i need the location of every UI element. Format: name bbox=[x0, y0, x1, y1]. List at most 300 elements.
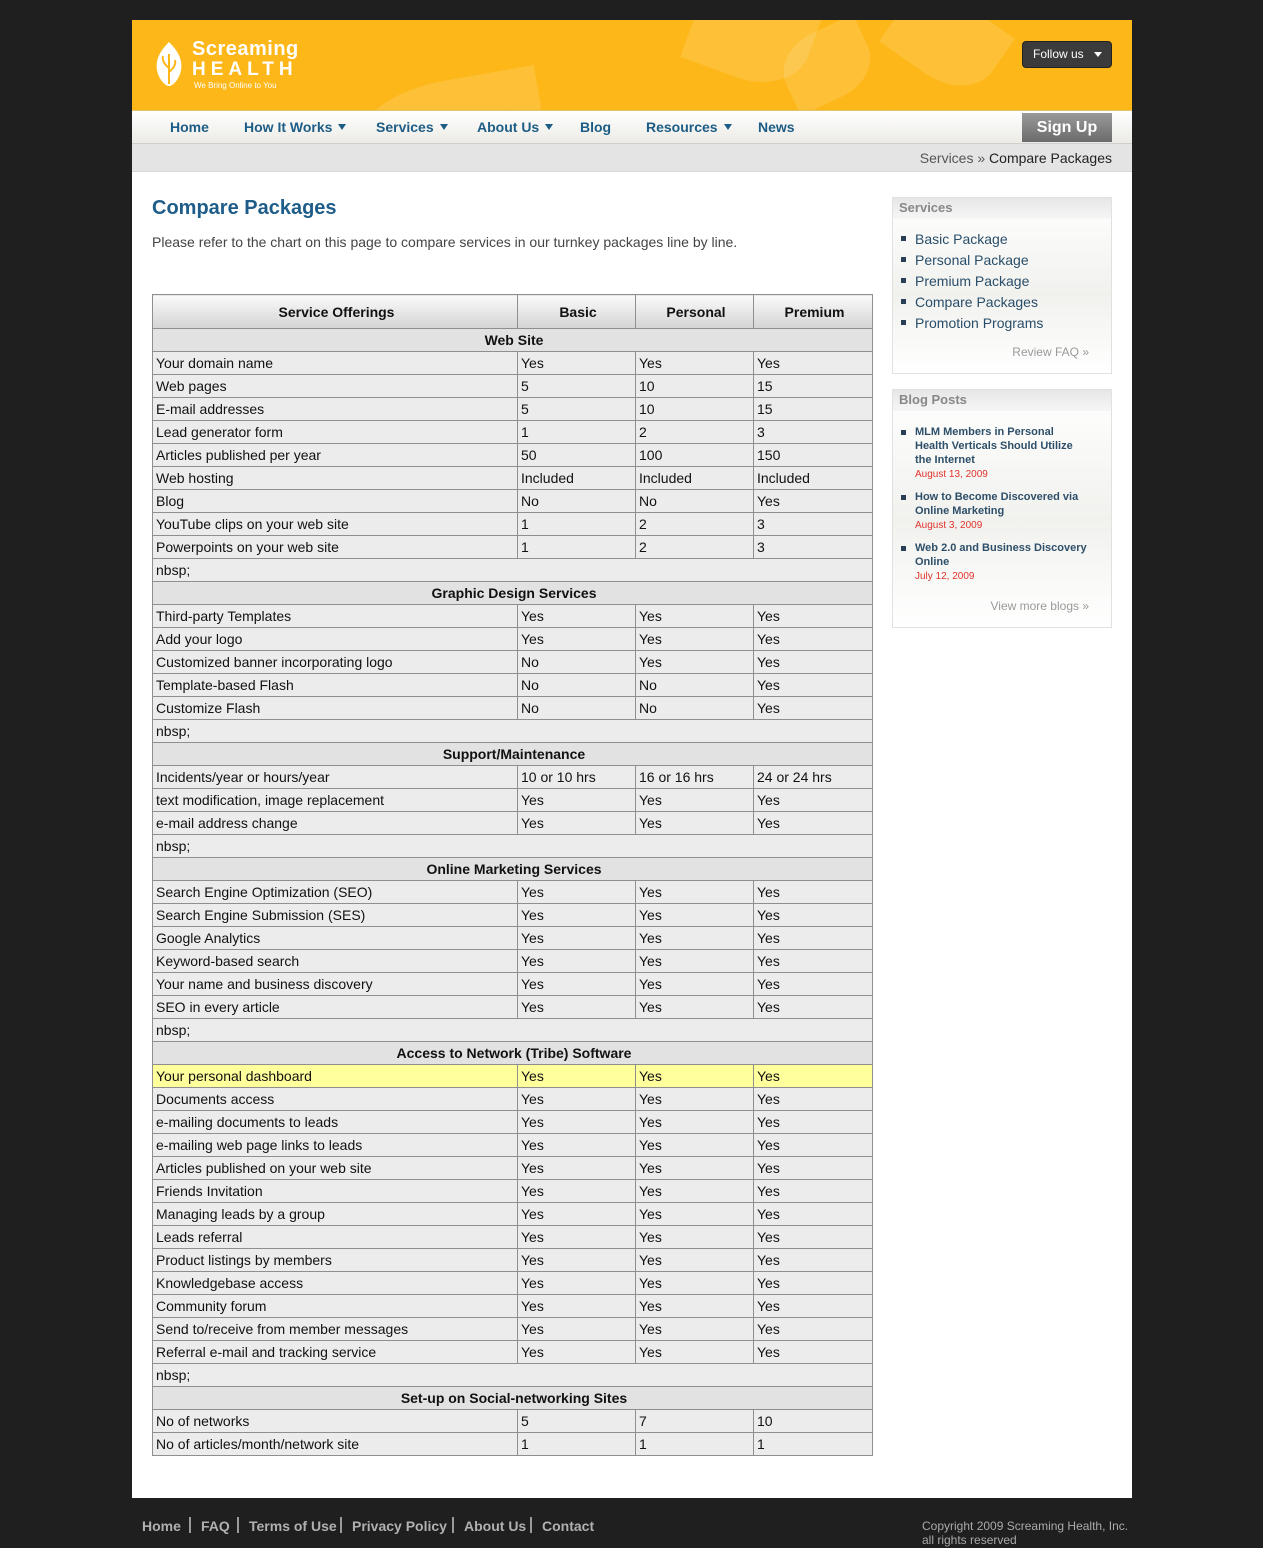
blog-posts-list bbox=[893, 411, 1111, 585]
services-link-label: Premium Package bbox=[915, 273, 1030, 289]
header-decoration bbox=[356, 65, 547, 110]
spacer-row bbox=[153, 835, 873, 858]
services-link-label: Compare Packages bbox=[915, 294, 1038, 310]
footer bbox=[132, 1498, 1132, 1548]
package-value-cell: 2 bbox=[636, 513, 754, 536]
follow-us-label: Follow us bbox=[1033, 47, 1084, 61]
package-value-cell: Yes bbox=[636, 812, 754, 835]
spacer-cell: nbsp; bbox=[153, 1364, 873, 1387]
caret-down-icon bbox=[1094, 52, 1102, 57]
package-value-cell: 1 bbox=[754, 1433, 873, 1456]
nav-item-label: How It Works bbox=[244, 119, 333, 135]
service-name-cell: Blog bbox=[153, 490, 518, 513]
service-name-cell: Powerpoints on your web site bbox=[153, 536, 518, 559]
package-value-cell: Yes bbox=[754, 973, 873, 996]
package-value-cell: Yes bbox=[636, 789, 754, 812]
table-row bbox=[153, 352, 873, 375]
package-value-cell: No bbox=[636, 490, 754, 513]
table-row bbox=[153, 1272, 873, 1295]
section-title: Online Marketing Services bbox=[153, 858, 873, 881]
column-header: Basic bbox=[518, 295, 636, 329]
service-name-cell: Managing leads by a group bbox=[153, 1203, 518, 1226]
package-value-cell: Yes bbox=[754, 927, 873, 950]
package-value-cell: 16 or 16 hrs bbox=[636, 766, 754, 789]
package-value-cell: Yes bbox=[636, 950, 754, 973]
blog-post-title[interactable]: How to Become Discovered via Online Marketing bbox=[915, 491, 1079, 517]
package-value-cell: Yes bbox=[636, 352, 754, 375]
package-value-cell: Yes bbox=[754, 605, 873, 628]
package-value-cell: Yes bbox=[754, 1111, 873, 1134]
bullet-icon bbox=[901, 257, 906, 262]
package-value-cell: 1 bbox=[518, 536, 636, 559]
table-row bbox=[153, 1226, 873, 1249]
package-value-cell: Yes bbox=[754, 881, 873, 904]
breadcrumb bbox=[920, 150, 1112, 166]
package-value-cell: Yes bbox=[518, 1249, 636, 1272]
page-intro: Please refer to the chart on this page to compare services in our turnkey packages line by line. bbox=[152, 234, 738, 250]
package-value-cell: Yes bbox=[518, 973, 636, 996]
table-row bbox=[153, 1410, 873, 1433]
view-more-blogs-link[interactable]: View more blogs » bbox=[990, 599, 1089, 613]
package-value-cell: 50 bbox=[518, 444, 636, 467]
service-name-cell: Template-based Flash bbox=[153, 674, 518, 697]
package-value-cell: Included bbox=[754, 467, 873, 490]
package-value-cell: Yes bbox=[754, 651, 873, 674]
table-row bbox=[153, 536, 873, 559]
service-name-cell: Add your logo bbox=[153, 628, 518, 651]
services-link-premium-package[interactable] bbox=[901, 271, 1111, 292]
footer-divider bbox=[237, 1517, 239, 1533]
service-name-cell: Search Engine Submission (SES) bbox=[153, 904, 518, 927]
table-body bbox=[153, 329, 873, 1456]
spacer-cell: nbsp; bbox=[153, 835, 873, 858]
package-value-cell: Yes bbox=[636, 927, 754, 950]
package-value-cell: Yes bbox=[754, 1272, 873, 1295]
table-row bbox=[153, 973, 873, 996]
blog-post-item bbox=[901, 541, 1111, 585]
nav-item-label: Home bbox=[170, 119, 209, 135]
page bbox=[132, 20, 1132, 1498]
nav-item-about-us[interactable] bbox=[477, 111, 553, 144]
service-name-cell: Web pages bbox=[153, 375, 518, 398]
package-value-cell: Yes bbox=[636, 1295, 754, 1318]
package-value-cell: 1 bbox=[518, 1433, 636, 1456]
service-name-cell: Knowledgebase access bbox=[153, 1272, 518, 1295]
package-value-cell: Yes bbox=[518, 1226, 636, 1249]
package-value-cell: Yes bbox=[518, 1272, 636, 1295]
package-value-cell: Yes bbox=[754, 628, 873, 651]
package-value-cell: No bbox=[518, 674, 636, 697]
package-value-cell: Yes bbox=[636, 1226, 754, 1249]
package-value-cell: No bbox=[518, 697, 636, 720]
service-name-cell: Documents access bbox=[153, 1088, 518, 1111]
table-row bbox=[153, 421, 873, 444]
table-row bbox=[153, 1065, 873, 1088]
service-name-cell: Your personal dashboard bbox=[153, 1065, 518, 1088]
spacer-row bbox=[153, 559, 873, 582]
package-value-cell: Yes bbox=[518, 1180, 636, 1203]
column-header: Service Offerings bbox=[153, 295, 518, 329]
service-name-cell: Community forum bbox=[153, 1295, 518, 1318]
package-value-cell: 5 bbox=[518, 1410, 636, 1433]
service-name-cell: Articles published on your web site bbox=[153, 1157, 518, 1180]
table-row bbox=[153, 996, 873, 1019]
service-name-cell: Product listings by members bbox=[153, 1249, 518, 1272]
service-name-cell: Leads referral bbox=[153, 1226, 518, 1249]
package-value-cell: 24 or 24 hrs bbox=[754, 766, 873, 789]
nav-item-how-it-works[interactable] bbox=[244, 111, 346, 144]
spacer-cell: nbsp; bbox=[153, 1019, 873, 1042]
package-value-cell: Yes bbox=[518, 1295, 636, 1318]
section-header-row bbox=[153, 1042, 873, 1065]
package-value-cell: Yes bbox=[636, 1341, 754, 1364]
section-header-row bbox=[153, 582, 873, 605]
package-value-cell: Yes bbox=[754, 1318, 873, 1341]
package-value-cell: Yes bbox=[754, 904, 873, 927]
services-link-compare-packages[interactable] bbox=[901, 292, 1111, 313]
spacer-cell: nbsp; bbox=[153, 720, 873, 743]
package-value-cell: Yes bbox=[636, 881, 754, 904]
service-name-cell: e-mail address change bbox=[153, 812, 518, 835]
package-value-cell: Yes bbox=[754, 674, 873, 697]
table-row bbox=[153, 1111, 873, 1134]
package-value-cell: Yes bbox=[636, 1134, 754, 1157]
package-value-cell: 10 bbox=[636, 375, 754, 398]
package-value-cell: Yes bbox=[754, 352, 873, 375]
package-value-cell: 3 bbox=[754, 421, 873, 444]
package-value-cell: Yes bbox=[636, 1272, 754, 1295]
package-value-cell: Yes bbox=[754, 490, 873, 513]
service-name-cell: SEO in every article bbox=[153, 996, 518, 1019]
package-value-cell: No bbox=[636, 697, 754, 720]
table-row bbox=[153, 1433, 873, 1456]
package-value-cell: Yes bbox=[518, 1088, 636, 1111]
services-link-label: Promotion Programs bbox=[915, 315, 1044, 331]
package-value-cell: 7 bbox=[636, 1410, 754, 1433]
services-box-title: Services bbox=[893, 198, 1111, 219]
services-link-promotion-programs[interactable] bbox=[901, 313, 1111, 334]
package-value-cell: Yes bbox=[636, 605, 754, 628]
dropdown-arrow-icon bbox=[724, 124, 732, 130]
section-title: Access to Network (Tribe) Software bbox=[153, 1042, 873, 1065]
section-header-row bbox=[153, 1387, 873, 1410]
footer-divider bbox=[189, 1517, 191, 1533]
package-value-cell: No bbox=[518, 490, 636, 513]
table-row bbox=[153, 789, 873, 812]
package-value-cell: Yes bbox=[636, 1088, 754, 1111]
table-row bbox=[153, 490, 873, 513]
section-title: Support/Maintenance bbox=[153, 743, 873, 766]
package-value-cell: Yes bbox=[518, 605, 636, 628]
package-value-cell: Yes bbox=[636, 1180, 754, 1203]
package-value-cell: Yes bbox=[518, 352, 636, 375]
package-value-cell: Yes bbox=[518, 1134, 636, 1157]
package-value-cell: Yes bbox=[636, 1065, 754, 1088]
logo-tagline: We Bring Online to You bbox=[194, 81, 277, 90]
blog-post-date: August 13, 2009 bbox=[915, 469, 988, 480]
package-value-cell: Yes bbox=[754, 1295, 873, 1318]
table-header-row bbox=[153, 295, 873, 329]
package-value-cell: Yes bbox=[636, 1318, 754, 1341]
spacer-row bbox=[153, 1364, 873, 1387]
table-row bbox=[153, 697, 873, 720]
package-value-cell: 15 bbox=[754, 375, 873, 398]
package-value-cell: Yes bbox=[636, 1203, 754, 1226]
section-header-row bbox=[153, 858, 873, 881]
service-name-cell: Incidents/year or hours/year bbox=[153, 766, 518, 789]
table-row bbox=[153, 881, 873, 904]
dropdown-arrow-icon bbox=[545, 124, 553, 130]
service-name-cell: YouTube clips on your web site bbox=[153, 513, 518, 536]
table-row bbox=[153, 927, 873, 950]
blog-post-date: July 12, 2009 bbox=[915, 571, 975, 582]
package-value-cell: Yes bbox=[518, 927, 636, 950]
package-value-cell: Yes bbox=[518, 904, 636, 927]
package-value-cell: Yes bbox=[754, 1341, 873, 1364]
spacer-row bbox=[153, 720, 873, 743]
nav-item-label: News bbox=[758, 119, 795, 135]
footer-link-terms-of-use[interactable]: Terms of Use bbox=[249, 1518, 337, 1534]
package-value-cell: No bbox=[518, 651, 636, 674]
section-title: Set-up on Social-networking Sites bbox=[153, 1387, 873, 1410]
package-value-cell: 1 bbox=[636, 1433, 754, 1456]
blog-posts-box-title: Blog Posts bbox=[893, 390, 1111, 411]
package-value-cell: Yes bbox=[754, 1134, 873, 1157]
table-row bbox=[153, 1157, 873, 1180]
footer-link-contact[interactable]: Contact bbox=[542, 1518, 595, 1534]
service-name-cell: Customize Flash bbox=[153, 697, 518, 720]
spacer-row bbox=[153, 1019, 873, 1042]
services-link-label: Basic Package bbox=[915, 231, 1008, 247]
package-value-cell: Yes bbox=[518, 1318, 636, 1341]
package-value-cell: Yes bbox=[754, 1203, 873, 1226]
service-name-cell: Web hosting bbox=[153, 467, 518, 490]
main-nav bbox=[132, 110, 1132, 143]
service-name-cell: Keyword-based search bbox=[153, 950, 518, 973]
blog-post-item bbox=[901, 425, 1111, 483]
service-name-cell: text modification, image replacement bbox=[153, 789, 518, 812]
bullet-icon bbox=[901, 278, 906, 283]
package-value-cell: 3 bbox=[754, 536, 873, 559]
service-name-cell: e-mailing documents to leads bbox=[153, 1111, 518, 1134]
package-value-cell: 150 bbox=[754, 444, 873, 467]
package-value-cell: Yes bbox=[754, 1226, 873, 1249]
package-value-cell: 1 bbox=[518, 421, 636, 444]
service-name-cell: Referral e-mail and tracking service bbox=[153, 1341, 518, 1364]
package-value-cell: 5 bbox=[518, 375, 636, 398]
breadcrumb-current: Compare Packages bbox=[989, 150, 1112, 166]
service-name-cell: No of networks bbox=[153, 1410, 518, 1433]
package-value-cell: Yes bbox=[636, 628, 754, 651]
service-name-cell: No of articles/month/network site bbox=[153, 1433, 518, 1456]
package-value-cell: Yes bbox=[636, 904, 754, 927]
table-row bbox=[153, 1134, 873, 1157]
footer-link-privacy-policy[interactable]: Privacy Policy bbox=[352, 1518, 447, 1534]
package-value-cell: Yes bbox=[518, 1065, 636, 1088]
package-value-cell: Yes bbox=[518, 881, 636, 904]
package-value-cell: No bbox=[636, 674, 754, 697]
logo[interactable] bbox=[152, 36, 322, 96]
package-value-cell: Yes bbox=[636, 1111, 754, 1134]
nav-item-label: About Us bbox=[477, 119, 540, 135]
package-value-cell: Included bbox=[518, 467, 636, 490]
column-header: Premium bbox=[754, 295, 873, 329]
table-row bbox=[153, 467, 873, 490]
logo-text: HEALTH bbox=[192, 59, 298, 80]
bullet-icon bbox=[901, 495, 906, 500]
table-row bbox=[153, 812, 873, 835]
package-value-cell: 3 bbox=[754, 513, 873, 536]
package-value-cell: Yes bbox=[754, 1065, 873, 1088]
package-value-cell: Yes bbox=[754, 1249, 873, 1272]
table-row bbox=[153, 513, 873, 536]
nav-item-home[interactable] bbox=[170, 111, 209, 144]
logo-text: Screaming bbox=[192, 38, 299, 60]
footer-divider bbox=[530, 1517, 532, 1533]
column-header: Personal bbox=[636, 295, 754, 329]
package-value-cell: 10 bbox=[754, 1410, 873, 1433]
table-row bbox=[153, 766, 873, 789]
package-value-cell: Included bbox=[636, 467, 754, 490]
service-name-cell: Search Engine Optimization (SEO) bbox=[153, 881, 518, 904]
package-value-cell: Yes bbox=[518, 789, 636, 812]
service-name-cell: Friends Invitation bbox=[153, 1180, 518, 1203]
package-value-cell: Yes bbox=[754, 789, 873, 812]
package-value-cell: 15 bbox=[754, 398, 873, 421]
package-value-cell: 10 bbox=[636, 398, 754, 421]
nav-item-resources[interactable] bbox=[646, 111, 732, 144]
table-row bbox=[153, 444, 873, 467]
service-name-cell: Your domain name bbox=[153, 352, 518, 375]
footer-link-about-us[interactable]: About Us bbox=[464, 1518, 527, 1534]
nav-item-news[interactable] bbox=[758, 111, 795, 144]
package-value-cell: Yes bbox=[636, 996, 754, 1019]
service-name-cell: e-mailing web page links to leads bbox=[153, 1134, 518, 1157]
package-value-cell: Yes bbox=[518, 1111, 636, 1134]
service-name-cell: Send to/receive from member messages bbox=[153, 1318, 518, 1341]
package-value-cell: Yes bbox=[518, 1203, 636, 1226]
bullet-icon bbox=[901, 320, 906, 325]
spacer-cell: nbsp; bbox=[153, 559, 873, 582]
breadcrumb-bar bbox=[132, 143, 1132, 172]
package-value-cell: 2 bbox=[636, 536, 754, 559]
table-row bbox=[153, 904, 873, 927]
package-value-cell: Yes bbox=[754, 697, 873, 720]
blog-post-title[interactable]: MLM Members in Personal Health Verticals Should Utilize the Internet bbox=[915, 426, 1073, 466]
package-value-cell: 10 or 10 hrs bbox=[518, 766, 636, 789]
package-value-cell: Yes bbox=[754, 1157, 873, 1180]
package-value-cell: Yes bbox=[636, 973, 754, 996]
dropdown-arrow-icon bbox=[338, 124, 346, 130]
table-row bbox=[153, 375, 873, 398]
nav-item-label: Services bbox=[376, 119, 434, 135]
follow-us-dropdown[interactable] bbox=[1022, 41, 1112, 68]
services-link-personal-package[interactable] bbox=[901, 250, 1111, 271]
blog-posts-box bbox=[892, 389, 1112, 628]
package-value-cell: 100 bbox=[636, 444, 754, 467]
package-value-cell: Yes bbox=[518, 1341, 636, 1364]
bullet-icon bbox=[901, 546, 906, 551]
package-value-cell: Yes bbox=[754, 996, 873, 1019]
package-value-cell: Yes bbox=[518, 950, 636, 973]
breadcrumb-link-services[interactable]: Services bbox=[919, 150, 974, 166]
service-name-cell: Google Analytics bbox=[153, 927, 518, 950]
package-value-cell: Yes bbox=[636, 651, 754, 674]
review-faq-link[interactable]: Review FAQ » bbox=[1012, 345, 1089, 359]
table-row bbox=[153, 950, 873, 973]
table-row bbox=[153, 1180, 873, 1203]
package-value-cell: Yes bbox=[636, 1249, 754, 1272]
package-value-cell: Yes bbox=[518, 996, 636, 1019]
compare-table bbox=[152, 294, 873, 1456]
header bbox=[132, 20, 1132, 110]
nav-item-services[interactable] bbox=[376, 111, 448, 144]
table-row bbox=[153, 605, 873, 628]
section-header-row bbox=[153, 743, 873, 766]
footer-link-faq[interactable]: FAQ bbox=[201, 1518, 230, 1534]
package-value-cell: Yes bbox=[518, 628, 636, 651]
table-row bbox=[153, 628, 873, 651]
table-row bbox=[153, 398, 873, 421]
table-row bbox=[153, 1295, 873, 1318]
footer-divider bbox=[452, 1517, 454, 1533]
services-link-basic-package[interactable] bbox=[901, 229, 1111, 250]
service-name-cell: Third-party Templates bbox=[153, 605, 518, 628]
leaf-icon bbox=[152, 40, 186, 88]
nav-item-label: Blog bbox=[580, 119, 612, 135]
table-row bbox=[153, 1088, 873, 1111]
package-value-cell: Yes bbox=[754, 812, 873, 835]
copyright: Copyright 2009 Screaming Health, Inc. all rights reserved bbox=[922, 1519, 1129, 1547]
sign-up-button[interactable]: Sign Up bbox=[1022, 113, 1112, 142]
services-link-label: Personal Package bbox=[915, 252, 1029, 268]
footer-link-home[interactable]: Home bbox=[142, 1518, 181, 1534]
service-name-cell: Lead generator form bbox=[153, 421, 518, 444]
service-name-cell: Articles published per year bbox=[153, 444, 518, 467]
footer-divider bbox=[340, 1517, 342, 1533]
bullet-icon bbox=[901, 236, 906, 241]
nav-item-label: Resources bbox=[646, 119, 718, 135]
services-list bbox=[893, 219, 1111, 334]
package-value-cell: Yes bbox=[636, 1157, 754, 1180]
section-title: Web Site bbox=[153, 329, 873, 352]
package-value-cell: 1 bbox=[518, 513, 636, 536]
package-value-cell: Yes bbox=[754, 950, 873, 973]
breadcrumb-separator: » bbox=[977, 150, 986, 166]
service-name-cell: Customized banner incorporating logo bbox=[153, 651, 518, 674]
package-value-cell: Yes bbox=[518, 1157, 636, 1180]
blog-post-title[interactable]: Web 2.0 and Business Discovery Online bbox=[915, 542, 1087, 568]
table-row bbox=[153, 1341, 873, 1364]
service-name-cell: E-mail addresses bbox=[153, 398, 518, 421]
section-title: Graphic Design Services bbox=[153, 582, 873, 605]
header-decoration bbox=[879, 20, 1015, 104]
package-value-cell: Yes bbox=[754, 1088, 873, 1111]
table-row bbox=[153, 1249, 873, 1272]
blog-post-item bbox=[901, 490, 1111, 534]
services-box bbox=[892, 197, 1112, 374]
page-title: Compare Packages bbox=[152, 197, 337, 219]
blog-post-date: August 3, 2009 bbox=[915, 520, 983, 531]
table-row bbox=[153, 674, 873, 697]
table-row bbox=[153, 1203, 873, 1226]
package-value-cell: Yes bbox=[518, 812, 636, 835]
package-value-cell: 5 bbox=[518, 398, 636, 421]
package-value-cell: Yes bbox=[754, 1180, 873, 1203]
nav-item-blog[interactable] bbox=[580, 111, 611, 144]
dropdown-arrow-icon bbox=[440, 124, 448, 130]
table-row bbox=[153, 651, 873, 674]
